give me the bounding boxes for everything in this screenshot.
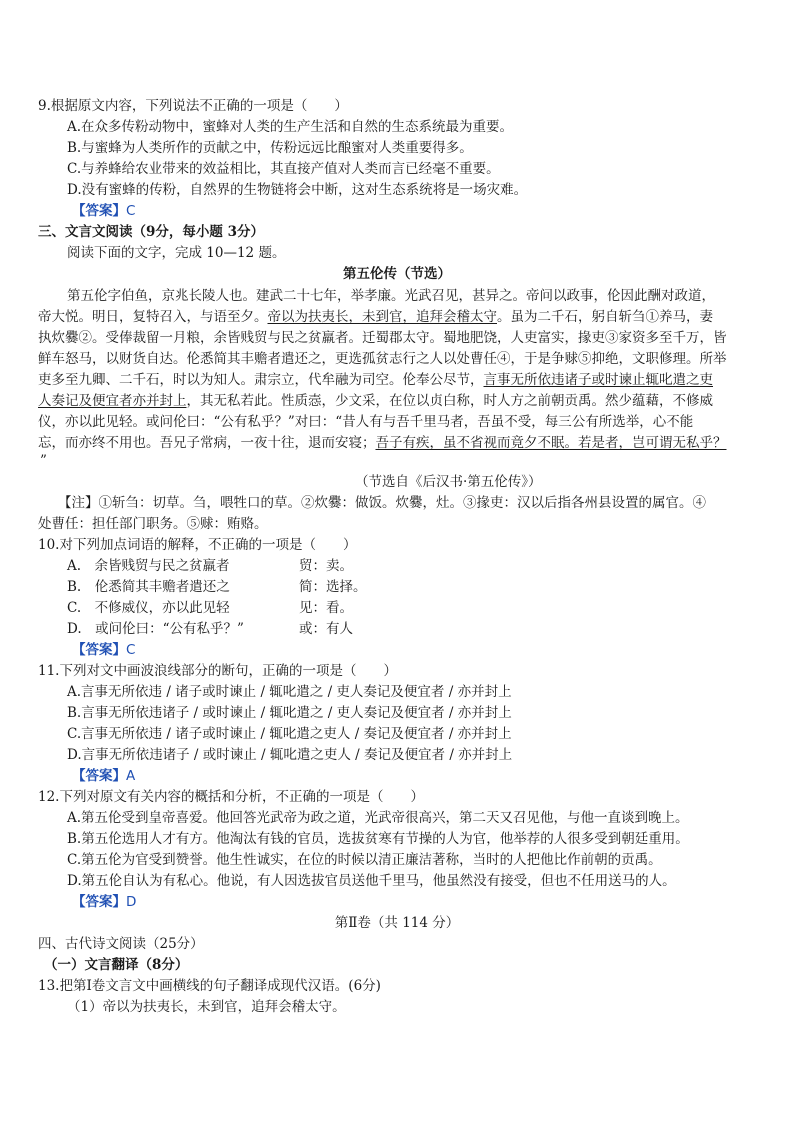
q11-option-a: A.言事无所依违 / 诸子或时谏止 / 辄叱遣之 / 吏人奏记及便宜者 / 亦并封上: [67, 684, 512, 700]
q11-answer: [72, 767, 135, 785]
answer-label: 【答案】: [72, 768, 126, 784]
q10-option-a: [67, 557, 353, 575]
q12-option-b: B.第五伦选用人才有方。他淘汰有钱的官员，选拔贫寒有节操的人为官，他举荐的人很多受到朝廷重用。: [67, 831, 689, 847]
q10-option-c: [67, 599, 353, 617]
passage-line-3: 执炊爨②。受俸裁留一月粮，余皆贱贸与民之贫羸者。迁蜀郡太守。蜀地肥饶，人吏富实，掾吏③家资多至千万，皆: [38, 330, 727, 346]
section4-title: 四、古代诗文阅读（25分）: [38, 936, 204, 952]
q11-stem: 11.下列对文中画波浪线部分的断句，正确的一项是（ ）: [38, 663, 397, 679]
option-gloss: 贸：卖。: [299, 558, 353, 574]
passage-text: 吏多至九卿、二千石，时以为知人。肃宗立，代牟融为司空。伦奉公尽节，: [38, 372, 484, 388]
q13-item-1: （1）帝以为扶夷长，未到官，追拜会稽太守。: [67, 999, 346, 1015]
passage-text: 。虽为二千石，躬自斩刍①养马，妻: [497, 309, 713, 325]
q10-stem: 10.对下列加点词语的解释，不正确的一项是（ ）: [38, 537, 357, 553]
q12-answer: [72, 893, 136, 911]
option-text: D. 或问伦曰：“公有私乎？”: [67, 621, 244, 637]
passage-line-6: [38, 392, 713, 410]
passage-text: 帝大悦。明日，复特召入，与语至夕。: [38, 309, 268, 325]
q13-stem: 13.把第Ⅰ卷文言文中画横线的句子翻译成现代汉语。(6分): [38, 978, 381, 994]
q9-option-d: D.没有蜜蜂的传粉，自然界的生物链将会中断，这对生态系统将是一场灾难。: [67, 182, 528, 198]
q9-answer: [72, 202, 135, 220]
option-text: A. 余皆贱贸与民之贫羸者: [67, 558, 230, 574]
passage-line-2: [38, 308, 713, 326]
option-text: C. 不修威仪，亦以此见轻: [67, 600, 230, 616]
section4-sub1: （一）文言翻译（8分）: [44, 957, 189, 973]
q9-option-c: C.与养蜂给农业带来的效益相比，其直接产值对人类而言已经毫不重要。: [67, 161, 500, 177]
answer-value: C: [126, 203, 136, 219]
q11-option-c: C.言事无所依违 / 诸子或时谏止 / 辄叱遣之吏人 / 奏记及便宜者 / 亦并封上: [67, 726, 512, 742]
option-gloss: 见：看。: [299, 600, 353, 616]
option-gloss: 或：有人: [299, 621, 353, 637]
passage-line-4: 鲜车怒马，以财货自达。伦悉简其丰赡者遣还之，更选孤贫志行之人以处曹任④，于是争赇⑤抑绝，文职修理。所举: [38, 351, 727, 367]
wavy-underlined-text: 人奏记及便宜者亦并封上: [38, 393, 187, 409]
answer-value: D: [126, 894, 137, 910]
q10-option-b: [67, 578, 367, 596]
answer-label: 【答案】: [72, 203, 126, 219]
option-text: B. 伦悉简其丰赡者遣还之: [67, 579, 230, 595]
answer-label: 【答案】: [72, 642, 126, 658]
notes-line-1: 【注】①斩刍：切草。刍，喂牲口的草。②炊爨：做饭。炊爨，灶。③掾吏：汉以后指各州县设置的属官。④: [58, 495, 706, 511]
option-gloss: 简：选择。: [299, 579, 367, 595]
passage-text: ，其无私若此。性质悫，少文采，在位以贞白称，时人方之前朝贡禹。然少蕴藉，不修威: [186, 393, 713, 409]
passage-line-1: 第五伦字伯鱼，京兆长陵人也。建武二十七年，举孝廉。光武召见，甚异之。帝问以政事，伦因此酬对政道，: [67, 288, 715, 304]
answer-label: 【答案】: [72, 894, 126, 910]
q10-option-d: [67, 620, 353, 638]
q11-option-d: D.言事无所依违诸子 / 或时谏止 / 辄叱遣之吏人 / 奏记及便宜者 / 亦并封上: [67, 747, 513, 763]
answer-value: A: [126, 768, 136, 784]
q9-option-a: A.在众多传粉动物中，蜜蜂对人类的生产生活和自然的生态系统最为重要。: [67, 119, 514, 135]
q12-option-a: A.第五伦受到皇帝喜爱。他回答光武帝为政之道，光武帝很高兴，第二天又召见他，与他一直谈到晚上。: [67, 810, 689, 826]
passage-line-7: 仪，亦以此见轻。或问伦曰：“公有私乎？”对曰：“昔人有与吾千里马者，吾虽不受，每三公有所选举，心不能: [38, 414, 694, 430]
section3-instruction: 阅读下面的文字，完成 10—12 题。: [67, 245, 286, 261]
answer-value: C: [126, 642, 136, 658]
notes-line-2: 处曹任：担任部门职务。⑤赇：贿赂。: [38, 516, 268, 532]
q9-option-b: B.与蜜蜂为人类所作的贡献之中，传粉远远比酿蜜对人类重要得多。: [67, 140, 473, 156]
passage-text: 忘，而亦终不用也。吾兄子常病，一夜十往，退而安寝；: [38, 435, 376, 451]
section3-title: 三、文言文阅读（9分，每小题 3分）: [38, 224, 264, 240]
q12-option-c: C.第五伦为官受到赞誉。他生性诚实，在位的时候以清正廉洁著称，当时的人把他比作前朝的贡禹。: [67, 852, 662, 868]
passage-source: （节选自《后汉书·第五伦传》）: [355, 474, 542, 490]
passage-line-9: ”: [40, 453, 47, 469]
q10-answer: [72, 641, 135, 659]
wavy-underlined-text: 言事无所依违诸子或时谏止辄叱遣之吏: [483, 372, 713, 388]
underlined-sentence: 吾子有疾，虽不省视而竟夕不眠。若是者，岂可谓无私乎？: [375, 435, 727, 451]
passage-title: 第五伦传（节选）: [343, 266, 451, 282]
volume-2-heading: 第Ⅱ卷（共 114 分）: [334, 915, 460, 931]
underlined-sentence: 帝以为扶夷长，未到官，追拜会稽太守: [267, 309, 497, 325]
q9-stem: 9.根据原文内容，下列说法不正确的一项是（ ）: [38, 98, 348, 114]
q12-option-d: D.第五伦自认为有私心。他说，有人因选拔官员送他千里马，他虽然没有接受，但也不任用送马的人。: [67, 873, 676, 889]
passage-line-5: [38, 371, 713, 389]
passage-line-8: [38, 434, 727, 452]
q12-stem: 12.下列对原文有关内容的概括和分析，不正确的一项是（ ）: [38, 789, 424, 805]
q11-option-b: B.言事无所依违诸子 / 或时谏止 / 辄叱遣之 / 吏人奏记及便宜者 / 亦并封上: [67, 705, 512, 721]
